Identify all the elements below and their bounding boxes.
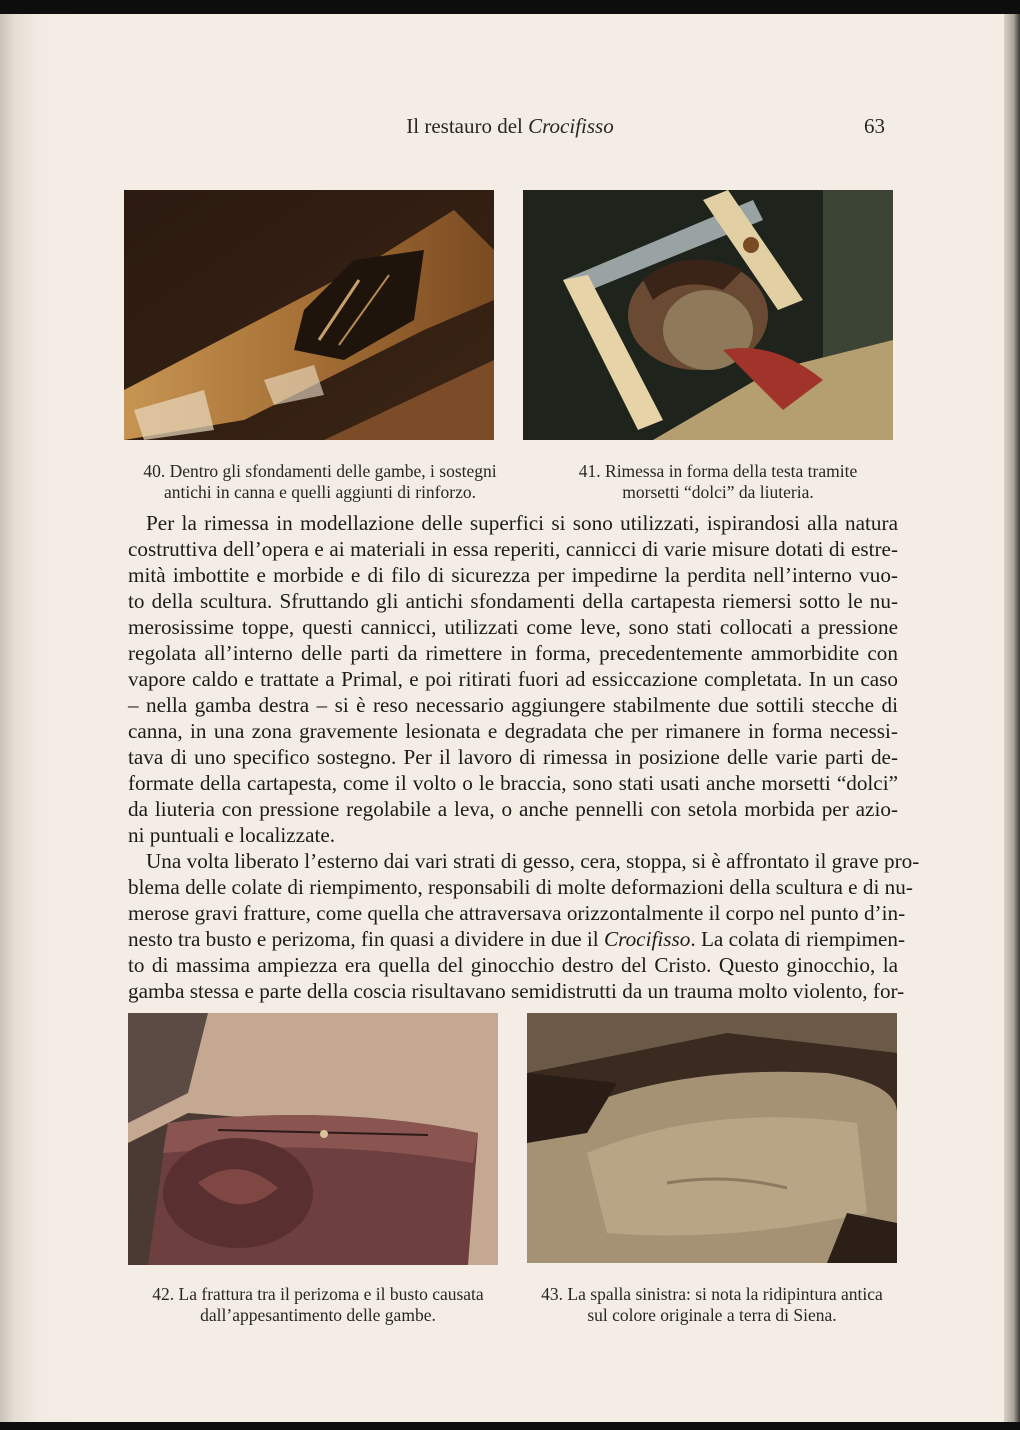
- text-line: da liuteria con pressione regolabile a leva, o anche pennelli con setola morbida per azio-: [128, 797, 898, 821]
- text-line: merosissime toppe, questi cannicci, utilizzati come leve, sono stati collocati a pressione: [128, 615, 898, 639]
- figure-43-caption: [512, 1284, 912, 1326]
- paragraph-1: [128, 510, 898, 848]
- text-line: to di massima ampiezza era quella del ginocchio destro del Cristo. Questo ginocchio, la: [128, 953, 898, 977]
- caption-line: sul colore originale a terra di Siena.: [587, 1305, 837, 1325]
- text-line: costruttiva dell’opera e ai materiali in essa reperiti, cannicci di varie misure dotati di estre-: [128, 537, 898, 561]
- text-line: formate della cartapesta, come il volto o le braccia, sono stati usati anche morsetti “dolci”: [128, 771, 898, 795]
- body-text: [128, 510, 920, 1004]
- paragraph-2: [128, 848, 920, 1004]
- caption-line: morsetti “dolci” da liuteria.: [622, 482, 814, 502]
- figure-43-photo: [527, 1013, 897, 1263]
- figure-42-caption: [118, 1284, 518, 1326]
- text-line: Per la rimessa in modellazione delle superfici si sono utilizzati, ispirandosi alla natura: [146, 511, 898, 535]
- caption-line: 43. La spalla sinistra: si nota la ridipintura antica: [541, 1284, 883, 1304]
- caption-line: antichi in canna e quelli aggiunti di rinforzo.: [164, 482, 476, 502]
- text-line: Una volta liberato l’esterno dai vari strati di gesso, cera, stoppa, si è affrontato il grave pro-: [146, 849, 920, 873]
- text-line: blema delle colate di riempimento, responsabili di molte deformazioni della scultura e di nu-: [128, 875, 913, 899]
- figure-40-caption: [120, 461, 520, 503]
- caption-line: 41. Rimessa in forma della testa tramite: [578, 461, 858, 481]
- figure-41-photo: [523, 190, 893, 440]
- figure-41-caption: [528, 461, 908, 503]
- text-line: merose gravi fratture, come quella che attraversava orizzontalmente il corpo nel punto d’in-: [128, 901, 906, 925]
- caption-line: dall’appesantimento delle gambe.: [200, 1305, 436, 1325]
- text-line: regolata all’interno delle parti da rimettere in forma, precedentemente ammorbidite con: [128, 641, 898, 665]
- text-line: mità imbottite e morbide e di filo di sicurezza per impedirne la perdita nell’interno vuo-: [128, 563, 898, 587]
- text-line: – nella gamba destra – si è reso necessario aggiungere stabilmente due sottili stecche di: [128, 693, 898, 717]
- page-number: 63: [864, 114, 885, 138]
- text-line: to della scultura. Sfruttando gli antichi sfondamenti della cartapesta riemersi sotto le nu-: [128, 589, 898, 613]
- running-head: Il restauro del Crocifisso: [406, 114, 614, 138]
- figure-42-photo: [128, 1013, 498, 1265]
- text-line: vapore caldo e trattate a Primal, e poi ritirati fuori ad essiccazione completata. In un caso: [128, 667, 898, 691]
- text-line: gamba stessa e parte della coscia risultavano semidistrutti da un trauma molto violento, for-: [128, 979, 905, 1003]
- text-line: ni puntuali e localizzate.: [128, 823, 336, 847]
- text-line: canna, in una zona gravemente lesionata e degradata che per rimanere in forma necessi-: [128, 719, 898, 743]
- caption-line: 40. Dentro gli sfondamenti delle gambe, i sostegni: [143, 461, 497, 481]
- text-line: tava di uno specifico sostegno. Per il lavoro di rimessa in posizione delle varie parti de-: [128, 745, 898, 769]
- figure-40-photo: [124, 190, 494, 440]
- page-edge: [1004, 14, 1020, 1422]
- caption-line: 42. La frattura tra il perizoma e il busto causata: [152, 1284, 484, 1304]
- text-line: nesto tra busto e perizoma, fin quasi a dividere in due il Crocifisso. La colata di riempimen-: [128, 927, 906, 951]
